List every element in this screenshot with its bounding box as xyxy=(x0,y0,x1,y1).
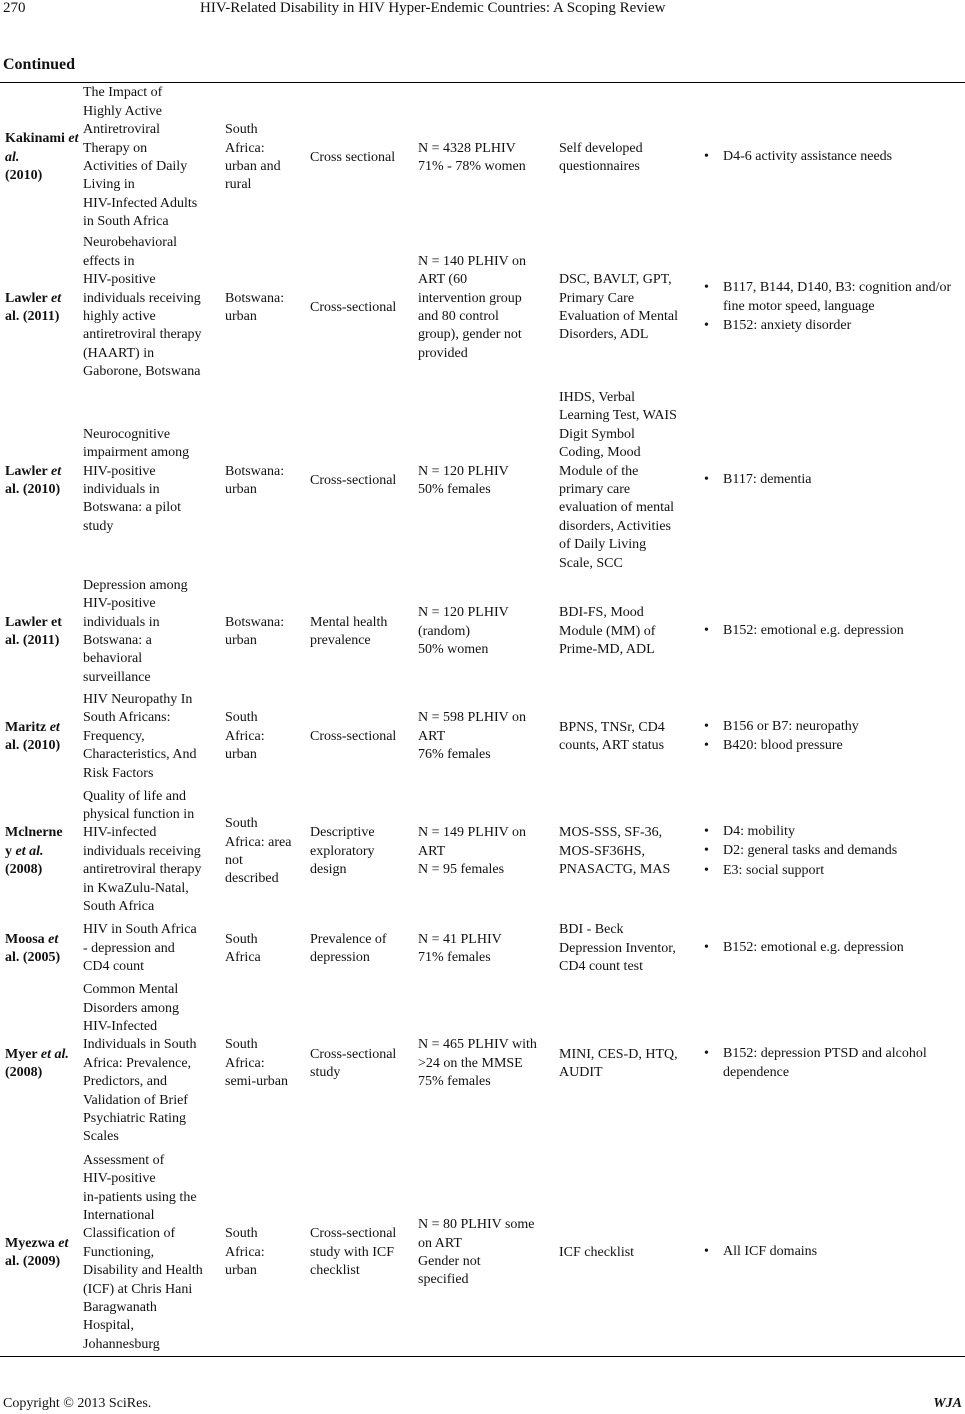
design-cell: Cross-sectional xyxy=(310,728,397,744)
author-year: al. (2010) xyxy=(5,482,61,497)
findings-list xyxy=(700,1045,965,1082)
findings-list xyxy=(700,279,965,335)
finding-item: • E3: social support xyxy=(700,862,965,880)
author-cell xyxy=(0,1235,83,1272)
author-etal: et al. xyxy=(5,131,79,165)
finding-item: • D4: mobility xyxy=(700,823,965,841)
design-cell: Cross-sectional study with ICF checklist xyxy=(310,1226,397,1279)
measures-cell: ICF checklist xyxy=(559,1244,635,1260)
findings-list xyxy=(700,823,965,880)
sample-cell: N = 4328 PLHIV 71% - 78% women xyxy=(418,140,526,174)
author-year: (2008) xyxy=(5,862,43,878)
finding-item: • B117: dementia xyxy=(700,471,965,489)
journal-abbrev: WJA xyxy=(933,1396,962,1411)
sample-cell: N = 140 PLHIV on ART (60 intervention group and 80 control group), gender not provided xyxy=(418,253,526,361)
setting-cell: Botswana: urban xyxy=(225,290,285,324)
table-row xyxy=(0,84,965,232)
measures-cell: IHDS, Verbal Learning Test, WAIS Digit Symbol Coding, Mood Module of the primary care evaluation of mental disorders, Activities of Daily Living Scale, SCC xyxy=(559,389,677,571)
author-year: al. (2010) xyxy=(5,738,61,753)
measures-cell: MINI, CES-D, HTQ, AUDIT xyxy=(559,1046,678,1080)
table-row xyxy=(0,234,965,382)
title-cell: Assessment of HIV-positive in-patients using the International Classification of Functioning, Disability and Health (ICF) at Chris Hani Baragwanath Hospital, Johannesburg xyxy=(83,1152,203,1352)
sample-cell: N = 598 PLHIV on ART 76% females xyxy=(418,710,526,763)
design-cell: Cross sectional xyxy=(310,149,396,165)
finding-item: • All ICF domains xyxy=(700,1243,965,1261)
author-cell xyxy=(0,290,83,327)
author-year: al. (2011) xyxy=(5,309,60,324)
author-etal: et al. xyxy=(40,1046,69,1062)
measures-cell: Self developed questionnaires xyxy=(559,140,643,174)
findings-list xyxy=(700,471,965,489)
author-name: Kakinami xyxy=(5,131,65,147)
findings-cell xyxy=(700,1045,965,1083)
design-cell: Mental health prevalence xyxy=(310,614,388,648)
table-top-rule xyxy=(0,82,965,83)
table-row xyxy=(0,1150,965,1356)
copyright-notice: Copyright © 2013 SciRes. xyxy=(3,1396,152,1411)
design-cell: Prevalence of depression xyxy=(310,931,387,965)
author-etal: et xyxy=(58,1235,69,1251)
sample-cell: N = 80 PLHIV some on ART Gender not specified xyxy=(418,1217,535,1288)
author-etal: et xyxy=(51,290,62,306)
findings-list xyxy=(700,939,965,957)
table-row xyxy=(0,980,965,1148)
finding-item: • D2: general tasks and demands xyxy=(700,842,965,860)
title-cell: Common Mental Disorders among HIV-Infected Individuals in South Africa: Prevalence, Predictors, and Validation of Brief Psychiatric Rating Scales xyxy=(83,982,197,1145)
finding-item: • B152: emotional e.g. depression xyxy=(700,622,965,640)
running-title: HIV-Related Disability in HIV Hyper-Endemic Countries: A Scoping Review xyxy=(200,0,666,16)
author-cell xyxy=(0,130,83,185)
author-cell xyxy=(0,614,83,651)
measures-cell: BDI-FS, Mood Module (MM) of Prime-MD, ADL xyxy=(559,605,656,658)
author-etal: et xyxy=(48,931,59,947)
author-etal: et al. xyxy=(15,843,44,859)
author-cell xyxy=(0,824,83,879)
setting-cell: South Africa: urban and rural xyxy=(225,122,281,193)
table-row xyxy=(0,386,965,576)
finding-item: • B420: blood pressure xyxy=(700,737,965,755)
table-row xyxy=(0,786,965,918)
finding-item: • B152: depression PTSD and alcohol dependence xyxy=(700,1045,965,1082)
title-cell: The Impact of Highly Active Antiretroviral Therapy on Activities of Daily Living in HIV-Infected Adults in South Africa xyxy=(83,85,198,230)
author-cell xyxy=(0,463,83,500)
setting-cell: South Africa: urban xyxy=(225,1226,265,1279)
table-row xyxy=(0,576,965,688)
table-row xyxy=(0,690,965,784)
table-bottom-rule xyxy=(0,1356,965,1357)
findings-list xyxy=(700,148,965,166)
design-cell: Cross-sectional study xyxy=(310,1046,397,1080)
setting-cell: South Africa: urban xyxy=(225,710,265,763)
title-cell: Depression among HIV-positive individuals in Botswana: a behavioral surveillance xyxy=(83,577,188,685)
sample-cell: N = 120 PLHIV 50% females xyxy=(418,463,509,497)
title-cell: Neurocognitive impairment among HIV-positive individuals in Botswana: a pilot study xyxy=(83,426,190,534)
measures-cell: BDI - Beck Depression Inventor, CD4 count test xyxy=(559,922,676,975)
measures-cell: MOS-SSS, SF-36, MOS-SF36HS, PNASACTG, MAS xyxy=(559,825,671,878)
finding-item: • B152: anxiety disorder xyxy=(700,317,965,335)
findings-cell xyxy=(700,823,965,881)
title-cell: Neurobehavioral effects in HIV-positive individuals receiving highly active antiretroviral therapy (HAART) in Gaborone, Botswana xyxy=(83,235,202,380)
author-name: Moosa xyxy=(5,931,45,947)
findings-list xyxy=(700,718,965,756)
findings-cell xyxy=(700,939,965,958)
finding-item: • D4-6 activity assistance needs xyxy=(700,148,965,166)
author-cell xyxy=(0,1046,83,1083)
findings-cell xyxy=(700,1243,965,1262)
sample-cell: N = 120 PLHIV (random) 50% women xyxy=(418,605,509,658)
findings-list xyxy=(700,622,965,640)
setting-cell: Botswana: urban xyxy=(225,614,285,648)
finding-item: • B117, B144, D140, B3: cognition and/or fine motor speed, language xyxy=(700,279,965,316)
sample-cell: N = 465 PLHIV with >24 on the MMSE 75% females xyxy=(418,1037,537,1090)
table-row xyxy=(0,920,965,978)
setting-cell: South Africa: area not described xyxy=(225,816,292,887)
setting-cell: South Africa xyxy=(225,931,261,965)
author-name: Maritz xyxy=(5,719,47,735)
design-cell: Cross-sectional xyxy=(310,299,397,315)
setting-cell: Botswana: urban xyxy=(225,463,285,497)
findings-cell xyxy=(700,471,965,490)
author-name: Lawler xyxy=(5,463,48,479)
findings-cell xyxy=(700,622,965,641)
finding-item: • B156 or B7: neuropathy xyxy=(700,718,965,736)
findings-cell xyxy=(700,148,965,167)
design-cell: Cross-sectional xyxy=(310,472,397,488)
page-header xyxy=(0,0,965,26)
findings-list xyxy=(700,1243,965,1261)
title-cell: HIV Neuropathy In South Africans: Frequency, Characteristics, And Risk Factors xyxy=(83,691,197,781)
author-name: Lawler xyxy=(5,290,48,306)
findings-cell xyxy=(700,279,965,336)
findings-cell xyxy=(700,718,965,757)
author-year: al. (2005) xyxy=(5,950,61,965)
author-year: (2008) xyxy=(5,1065,43,1080)
measures-cell: DSC, BAVLT, GPT, Primary Care Evaluation of Mental Disorders, ADL xyxy=(559,272,678,343)
author-etal: et xyxy=(51,463,62,479)
title-cell: Quality of life and physical function in HIV-infected individuals receiving antiretroviral therapy in KwaZulu-Natal, South Africa xyxy=(83,788,202,915)
design-cell: Descriptive exploratory design xyxy=(310,825,375,878)
sample-cell: N = 41 PLHIV 71% females xyxy=(418,931,502,965)
measures-cell: BPNS, TNSr, CD4 counts, ART status xyxy=(559,719,665,753)
continued-label: Continued xyxy=(3,56,76,73)
author-name: Myezwa xyxy=(5,1235,55,1251)
finding-item: • B152: emotional e.g. depression xyxy=(700,939,965,957)
author-name: Mclnerne y xyxy=(5,825,63,859)
author-year: al. (2011) xyxy=(5,633,60,648)
author-year: al. (2009) xyxy=(5,1254,61,1269)
author-name: Myer xyxy=(5,1046,38,1062)
title-cell: HIV in South Africa - depression and CD4 count xyxy=(83,922,197,975)
author-cell xyxy=(0,931,83,968)
setting-cell: South Africa: semi-urban xyxy=(225,1037,288,1090)
author-etal: et xyxy=(49,719,60,735)
author-year: (2010) xyxy=(5,168,43,184)
author-cell xyxy=(0,719,83,756)
sample-cell: N = 149 PLHIV on ART N = 95 females xyxy=(418,825,526,878)
author-name: Lawler et xyxy=(5,614,62,630)
page-number: 270 xyxy=(3,0,26,16)
